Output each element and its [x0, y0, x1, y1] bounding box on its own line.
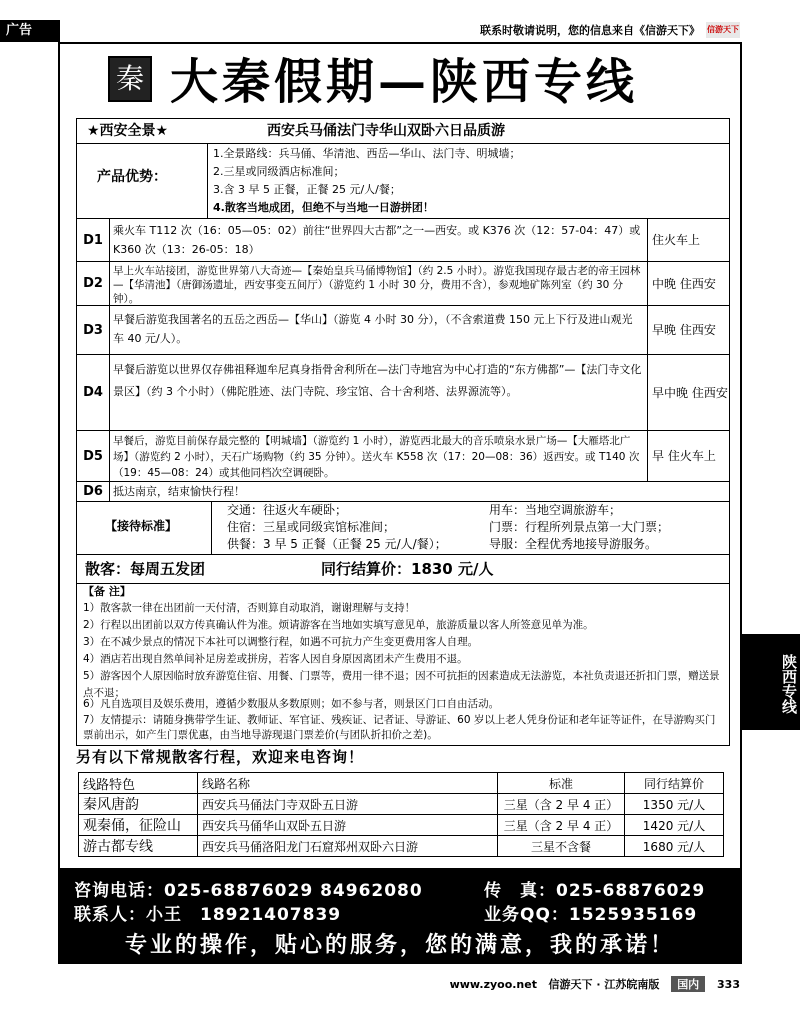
title-banner: [60, 48, 740, 116]
notes-title: 【备 注】: [83, 585, 131, 598]
route-standard: 三星不含餐: [498, 836, 625, 857]
contact-band: [60, 868, 740, 964]
seal-logo: 秦: [108, 56, 152, 102]
note-item: 5）游客因个人原因临时放弃游览住宿、用餐、门票等，费用一律不退；因不可抗拒的因素造成无法游览，本社负责退还折扣门票，赠送景点不退；: [83, 670, 720, 699]
day-label: D6: [77, 482, 110, 501]
table-header-row: [79, 773, 724, 794]
route-price: 1680 元/人: [625, 836, 724, 857]
note-item: 3）在不减少景点的情况下本社可以调整行程，如遇不可抗力产生变更费用客人自理。: [83, 636, 479, 648]
day-stay: 早中晚 住西安: [647, 355, 729, 430]
day-label: D5: [77, 431, 110, 481]
standard-item: 门票：行程所列景点第一大门票；: [489, 520, 670, 534]
footer-section: 国内: [671, 976, 705, 992]
route-feature: 秦风唐韵: [79, 794, 198, 815]
day-stay: 早 住火车上: [647, 431, 729, 481]
contact-fax: 传 真：025-68876029: [484, 881, 706, 901]
standard-item: 用车：当地空调旅游车；: [489, 503, 622, 517]
departure-text: 散客：每周五发团: [85, 560, 206, 578]
note-item: 1）散客款一律在出团前一天付清，否则算自动取消，谢谢理解与支持！: [83, 602, 416, 614]
advantage-item: 1.全景路线：兵马俑、华清池、西岳—华山、法门寺、明城墙；: [213, 147, 521, 160]
note-item: 4）酒店若出现自然单间补足房差或拼房，若客人因自身原因离团未产生费用不退。: [83, 653, 468, 665]
day-text: 抵达南京，结束愉快行程！: [113, 485, 245, 498]
route-name: 西安兵马俑华山双卧五日游: [198, 815, 498, 836]
advantage-item: 4.散客当地成团，但绝不与当地一日游拼团！: [213, 201, 434, 214]
route-name: 西安兵马俑法门寺双卧五日游: [198, 794, 498, 815]
itinerary-row: [76, 305, 730, 355]
route-standard: 三星（含 2 早 4 正）: [498, 794, 625, 815]
page-number: 333: [717, 978, 740, 991]
day-label: D1: [77, 219, 110, 261]
standard-item: 供餐：3 早 5 正餐（正餐 25 元/人/餐）；: [227, 537, 447, 551]
more-routes-heading: 另有以下常规散客行程，欢迎来电咨询！: [76, 748, 365, 766]
footer-magazine: 信游天下 · 江苏皖南版: [548, 978, 660, 991]
day-stay: 住火车上: [647, 219, 729, 261]
product-heading: [76, 118, 730, 144]
section-sidebar-tab: 陕西专线: [740, 634, 800, 730]
page-title: 大秦假期—陕西专线: [170, 54, 639, 110]
contact-person: 联系人：小王 18921407839: [74, 905, 342, 925]
note-item: 7）友情提示：请随身携带学生证、教师证、军官证、残疾证、记者证、导游证、60 岁以上老人凭身份证和老年证等证件，在导游购买门票前出示，如产生门票优惠，由当地导游现退门票差价(与团队折扣价之差)。: [83, 714, 716, 741]
day-stay: 中晚 住西安: [647, 262, 729, 305]
footer-url[interactable]: www.zyoo.net: [449, 978, 537, 991]
note-item: 2）行程以出团前以双方传真确认件为准。烦请游客在当地如实填写意见单，旅游质量以客人所签意见单为准。: [83, 619, 594, 631]
itinerary-row: [76, 354, 730, 431]
page-footer: [450, 976, 740, 992]
contact-phone: 咨询电话：025-68876029 84962080: [74, 881, 423, 901]
standard-item: 住宿：三星或同级宾馆标准间；: [227, 520, 396, 534]
route-feature: 游古都专线: [79, 836, 198, 857]
route-standard: 三星（含 2 早 4 正）: [498, 815, 625, 836]
standard-item: 交通：往返火车硬卧；: [227, 503, 348, 517]
product-category: ★西安全景★: [87, 123, 169, 139]
day-text: 早上火车站接团，游览世界第八大奇迹—【秦始皇兵马俑博物馆】（约 2.5 小时）。游览我国现存最古老的帝王园林—【华清池】（唐御汤遗址，西安事变五间厅）（游览约 1 小时 30 分，费用不含），参观地矿陈列室（约 30 分钟）。: [113, 265, 641, 305]
route-price: 1350 元/人: [625, 794, 724, 815]
contact-qq: 业务QQ：1525935169: [484, 905, 698, 925]
note-item: 6）凡自选项目及娱乐费用，遵循少数服从多数原则；如不参与者，则景区门口自由活动。: [83, 698, 500, 710]
product-name: 西安兵马俑法门寺华山双卧六日品质游: [267, 123, 505, 139]
column-header: 线路特色: [79, 773, 198, 794]
day-label: D3: [77, 306, 110, 354]
advantage-label: 产品优势：: [97, 169, 167, 185]
notes-box: [76, 583, 730, 746]
day-label: D4: [77, 355, 110, 430]
itinerary-row: [76, 430, 730, 482]
advantages-box: [76, 143, 730, 219]
advantage-item: 3.含 3 早 5 正餐，正餐 25 元/人/餐；: [213, 183, 401, 196]
itinerary-row: [76, 481, 730, 502]
route-price: 1420 元/人: [625, 815, 724, 836]
day-stay: 早晚 住西安: [647, 306, 729, 354]
standards-label: 【接待标准】: [105, 519, 178, 533]
route-name: 西安兵马俑洛阳龙门石窟郑州双卧六日游: [198, 836, 498, 857]
magazine-logo: 信游天下: [706, 22, 740, 38]
day-text: 早餐后，游览目前保存最完整的【明城墙】（游览约 1 小时），游览西北最大的音乐喷泉水景广场—【大雁塔北广场】（游览约 2 小时），天石广场购物（约 35 分钟）。送火车 K558 次（17：20—08：36）返西安。或 T140 次（19：45—08：24）或其他同档次空调硬卧。: [113, 435, 640, 479]
group-price: 同行结算价：1830 元/人: [321, 560, 494, 578]
day-text: 乘火车 T112 次（16：05—05：02）前往“世界四大古都”之一—西安。或 K376 次（12：57-04：47）或 K360 次（13：26-05：18）: [113, 224, 641, 256]
day-text: 早餐后游览我国著名的五岳之西岳—【华山】（游览 4 小时 30 分），（不含索道费 150 元上下行及进山观光车 40 元/人）。: [113, 313, 633, 345]
standard-item: 导服：全程优秀地接导游服务。: [489, 537, 658, 551]
standards-box: [76, 501, 730, 555]
pricing-box: [76, 554, 730, 584]
column-header: 线路名称: [198, 773, 498, 794]
day-text: 早餐后游览以世界仅存佛祖释迦牟尼真身指骨舍利所在—法门寺地宫为中心打造的“东方佛都”—【法门寺文化景区】（约 3 个小时）（佛陀胜迹、法门寺院、珍宝馆、合十舍利塔、法界源流等）。: [113, 363, 642, 398]
advantage-item: 2.三星或同级酒店标准间；: [213, 165, 345, 178]
table-row: [79, 836, 724, 857]
column-header: 同行结算价: [625, 773, 724, 794]
source-note: 联系时敬请说明，您的信息来自《信游天下》: [480, 24, 700, 37]
route-feature: 观秦俑，征险山: [79, 815, 198, 836]
day-label: D2: [77, 262, 110, 305]
slogan: 专业的操作，贴心的服务，您的满意，我的承诺！: [124, 932, 675, 958]
table-row: [79, 815, 724, 836]
column-header: 标准: [498, 773, 625, 794]
itinerary-row: [76, 261, 730, 306]
routes-table: [78, 772, 724, 857]
ad-tag: 广告: [0, 20, 60, 42]
table-row: [79, 794, 724, 815]
itinerary-row: [76, 218, 730, 262]
